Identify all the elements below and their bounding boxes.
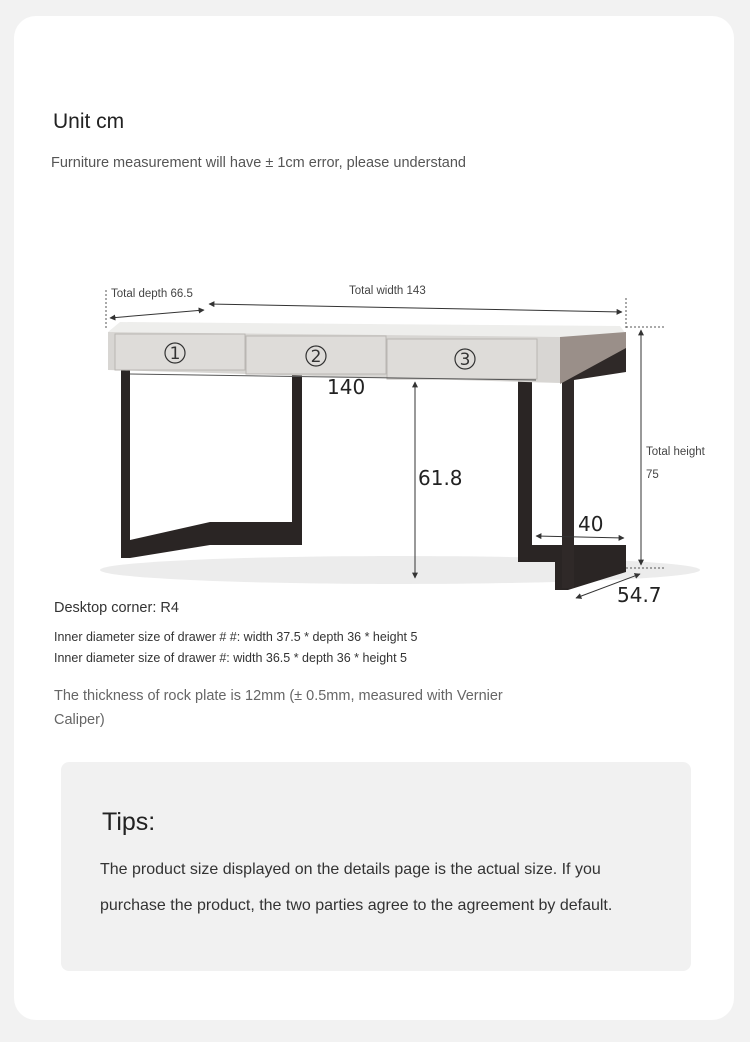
- inner-width-label: 140: [327, 375, 366, 399]
- unit-title: Unit cm: [53, 110, 125, 133]
- drawer-size-spec-b: Inner diameter size of drawer #: width 36.5 * depth 36 * height 5: [54, 651, 407, 665]
- drawer-number-2: 2: [310, 347, 322, 367]
- foot-width-arrow: [536, 536, 624, 538]
- drawer-number-3: 3: [459, 350, 471, 370]
- total-depth-label: Total depth 66.5: [111, 288, 193, 300]
- rock-plate-spec: The thickness of rock plate is 12mm (± 0.5mm, measured with Vernier Caliper): [54, 688, 503, 728]
- drawer-number-1: 1: [169, 344, 181, 364]
- tips-text: The product size displayed on the details page is the actual size. If you purchase the product, the two parties agree to the agreement by default.: [100, 861, 613, 914]
- total-height-label: Total height: [646, 446, 705, 458]
- total-width-label: Total width 143: [349, 285, 426, 297]
- drawer-size-spec-a: Inner diameter size of drawer # #: width 37.5 * depth 36 * height 5: [54, 630, 418, 644]
- foot-width-label: 40: [578, 512, 604, 536]
- width-arrow: [209, 304, 622, 312]
- depth-arrow: [110, 310, 204, 318]
- left-leg: [121, 368, 302, 558]
- leg-height-label: 61.8: [418, 466, 463, 490]
- tips-title: Tips:: [102, 808, 156, 836]
- measurement-notice: Furniture measurement will have ± 1cm error, please understand: [51, 155, 466, 171]
- tips-panel: [61, 762, 691, 971]
- foot-depth-label: 54.7: [617, 583, 662, 607]
- total-height-value: 75: [646, 469, 659, 481]
- desktop-corner-spec: Desktop corner: R4: [54, 600, 179, 616]
